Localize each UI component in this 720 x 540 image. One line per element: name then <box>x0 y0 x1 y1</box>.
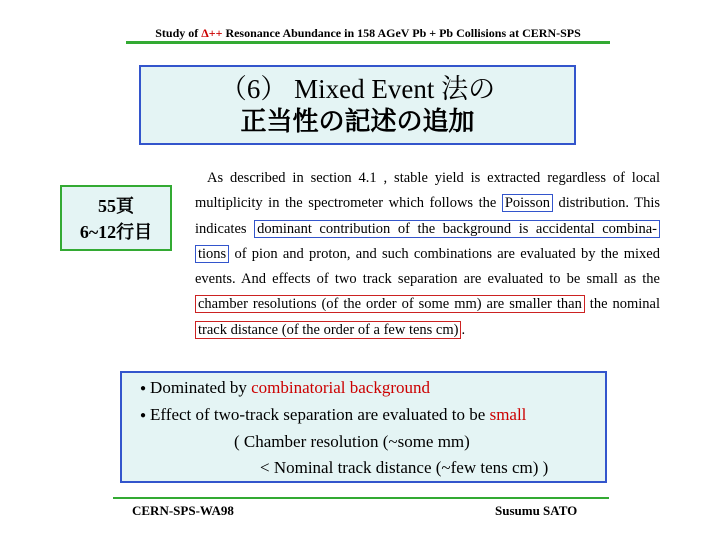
title-line-2: 正当性の記述の追加 <box>240 107 475 137</box>
header-prefix: Study of <box>155 26 202 40</box>
excerpt-text: indicates <box>195 220 255 237</box>
excerpt-line-6 <box>195 292 660 317</box>
excerpt-line-3 <box>195 217 660 242</box>
bullet-icon: ● <box>140 410 147 422</box>
thesis-excerpt <box>195 166 660 343</box>
header-delta: Δ++ <box>201 26 223 40</box>
page-reference-lines: 6~12行目 <box>79 222 153 242</box>
excerpt-text: distribution. This <box>552 195 660 212</box>
highlight-chamber-resolutions: chamber resolutions (of the order of some mm) are smaller than <box>195 295 585 313</box>
title-box <box>139 65 576 145</box>
highlight-poisson: Poisson <box>502 194 553 212</box>
excerpt-line-1: As described in section 4.1 , stable yield is extracted regardless of local <box>207 170 660 186</box>
excerpt-line-4 <box>195 242 660 267</box>
excerpt-text: multiplicity in the spectrometer which follows the <box>195 195 502 212</box>
highlight-tions: tions <box>195 245 229 263</box>
excerpt-text: of pion and proton, and such combinations are evaluated by the mixed <box>229 245 660 262</box>
header-divider <box>126 41 610 44</box>
excerpt-line-7 <box>195 318 660 343</box>
footer-author: Susumu SATO <box>495 503 578 518</box>
page-reference-box <box>60 185 172 251</box>
summary-emphasis: small <box>489 405 527 425</box>
footer-experiment: CERN-SPS-WA98 <box>132 503 234 518</box>
summary-text: Effect of two-track separation are evaluated to be <box>150 405 490 425</box>
summary-emphasis: combinatorial background <box>251 378 431 397</box>
footer-divider <box>113 497 609 499</box>
highlight-dominant-contribution: dominant contribution of the background is accidental combina- <box>254 220 660 238</box>
summary-bullet-1 <box>140 375 605 402</box>
summary-text: Dominated by <box>150 378 252 397</box>
header-suffix: Resonance Abundance in 158 AGeV Pb + Pb Collisions at CERN-SPS <box>222 26 581 40</box>
summary-detail-2: < Nominal track distance (~few tens cm) ) <box>260 458 549 478</box>
title-line-1: （6） Mixed Event 法の <box>219 74 496 104</box>
bullet-icon: ● <box>140 383 147 395</box>
highlight-track-distance: track distance (of the order of a few tens cm) <box>195 321 461 339</box>
excerpt-text: the nominal <box>584 296 660 313</box>
excerpt-line-2 <box>195 191 660 216</box>
summary-bullet-2 <box>140 402 605 429</box>
excerpt-text: . <box>461 321 466 338</box>
summary-detail-1: ( Chamber resolution (~some mm) <box>234 432 470 452</box>
slide-header <box>126 26 610 41</box>
page-reference-page: 55頁 <box>98 196 134 216</box>
excerpt-line-5: events. And effects of two track separation are evaluated to be small as the <box>195 271 660 288</box>
summary-box <box>120 371 607 483</box>
